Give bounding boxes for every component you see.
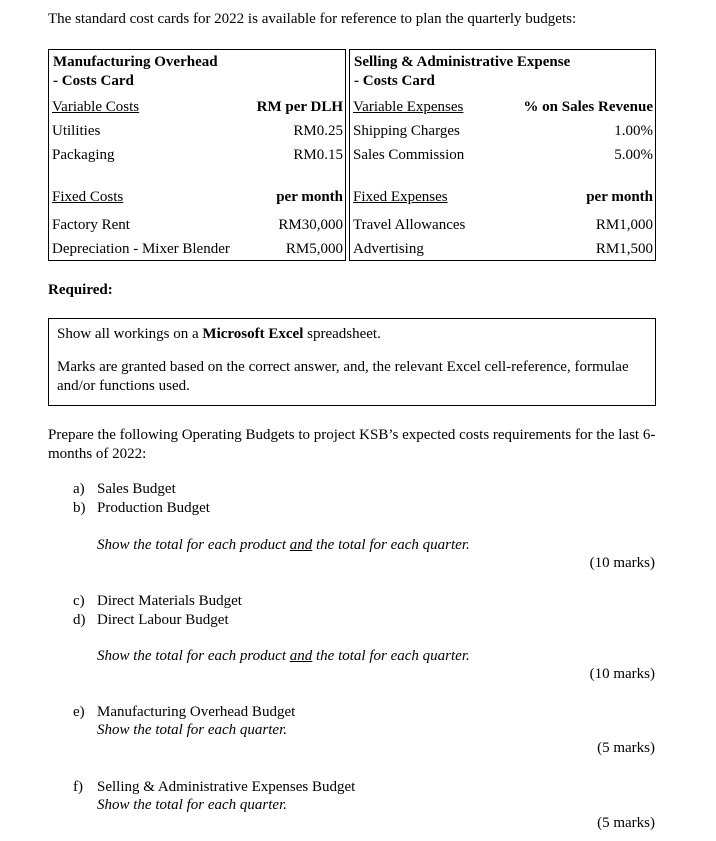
required-heading: Required: — [48, 282, 113, 298]
instruction-cd: Show the total for each product and the total for each quarter. — [97, 648, 470, 664]
moh-fixed-unit: per month — [276, 189, 343, 205]
sa-variable-unit: % on Sales Revenue — [523, 99, 653, 115]
moh-costs-card — [48, 49, 346, 261]
moh-card-title: Manufacturing Overhead - Costs Card — [53, 54, 218, 89]
instruction-e: Show the total for each quarter. — [97, 722, 287, 738]
instructions-box — [48, 318, 656, 406]
sa-fixed-unit: per month — [586, 189, 653, 205]
sa-variable-header: Variable Expenses — [353, 99, 464, 115]
sa-row-shipping: Shipping Charges 1.00% — [353, 123, 653, 139]
moh-variable-header-row — [49, 97, 345, 117]
item-direct-materials-budget: c) Direct Materials Budget — [73, 593, 242, 609]
sa-variable-header-row — [350, 97, 655, 117]
marks-e: (5 marks) — [597, 740, 655, 756]
item-direct-labour-budget: d) Direct Labour Budget — [73, 612, 229, 628]
moh-fixed-header: Fixed Costs — [52, 189, 124, 205]
sa-fixed-header-row — [350, 187, 655, 207]
instructions-line-1: Show all workings on a Microsoft Excel spreadsheet. — [57, 326, 381, 342]
item-sa-budget: f) Selling & Administrative Expenses Budget — [73, 779, 356, 795]
sa-fixed-header: Fixed Expenses — [353, 189, 448, 205]
marks-cd: (10 marks) — [589, 666, 655, 682]
instruction-ab: Show the total for each product and the total for each quarter. — [97, 537, 470, 553]
intro-text: The standard cost cards for 2022 is available for reference to plan the quarterly budgets: — [48, 11, 577, 27]
moh-row-packaging: Packaging RM0.15 — [52, 147, 343, 163]
instruction-f: Show the total for each quarter. — [97, 797, 287, 813]
sa-row-advertising: Advertising RM1,500 — [353, 241, 653, 257]
moh-fixed-header-row — [49, 187, 345, 207]
marks-ab: (10 marks) — [589, 555, 655, 571]
moh-row-depreciation: Depreciation - Mixer Blender RM5,000 — [52, 241, 343, 257]
moh-row-utilities: Utilities RM0.25 — [52, 123, 343, 139]
sa-costs-card — [349, 49, 656, 261]
sa-row-commission: Sales Commission 5.00% — [353, 147, 653, 163]
item-production-budget: b) Production Budget — [73, 500, 210, 516]
sa-card-title: Selling & Administrative Expense - Costs Card — [354, 54, 571, 89]
moh-variable-header: Variable Costs — [52, 99, 140, 115]
sa-row-travel: Travel Allowances RM1,000 — [353, 217, 653, 233]
item-sales-budget: a) Sales Budget — [73, 481, 176, 497]
instructions-line-2: Marks are granted based on the correct answer, and, the relevant Excel cell-reference, formulae and/or functions used. — [57, 359, 629, 394]
moh-variable-unit: RM per DLH — [256, 99, 343, 115]
moh-row-factory-rent: Factory Rent RM30,000 — [52, 217, 343, 233]
prepare-text: Prepare the following Operating Budgets to project KSB’s expected costs requirements for the last 6-months of 2022: — [48, 427, 656, 462]
marks-f: (5 marks) — [597, 815, 655, 831]
item-moh-budget: e) Manufacturing Overhead Budget — [73, 704, 296, 720]
